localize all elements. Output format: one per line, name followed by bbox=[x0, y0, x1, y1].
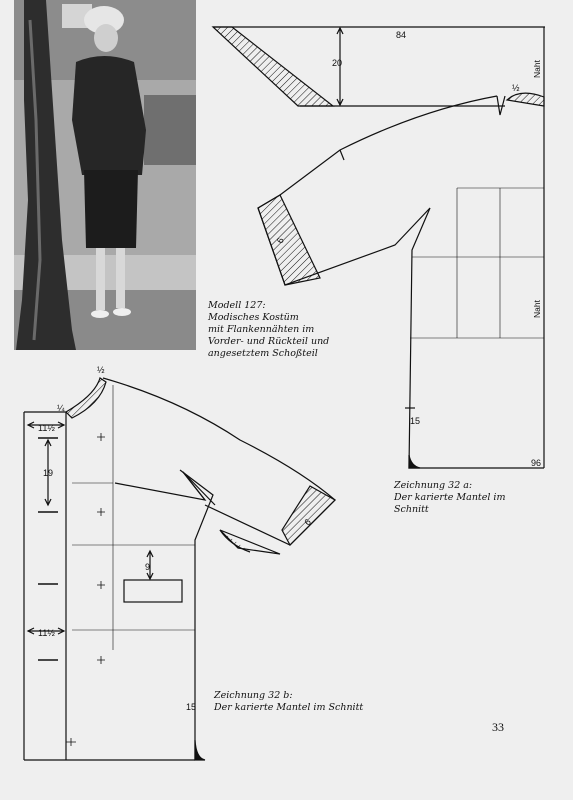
label-11half-2: 11½ bbox=[38, 628, 55, 638]
neck-hatch bbox=[66, 378, 106, 418]
label-quarter: ¼ bbox=[57, 403, 65, 413]
sleeve-cuff bbox=[258, 195, 320, 285]
page-number: 33 bbox=[492, 720, 504, 734]
caption-line: mit Flankennähten im bbox=[208, 324, 315, 335]
caption-line: Modell 127: bbox=[208, 300, 266, 311]
label-9: 9 bbox=[145, 562, 151, 572]
label-half-a: ½ bbox=[512, 83, 520, 93]
pattern-32a bbox=[213, 27, 545, 468]
label-15a: 15 bbox=[410, 416, 421, 426]
pocket bbox=[124, 580, 182, 602]
figure-32b-caption bbox=[214, 690, 363, 714]
hatched-collar bbox=[213, 27, 333, 106]
caption-line: angesetztem Schoßteil bbox=[208, 348, 318, 359]
label-11half-1: 11½ bbox=[38, 423, 55, 433]
label-cuff-6b: 6 bbox=[302, 516, 313, 528]
side-seam-b bbox=[180, 470, 213, 760]
caption-line: Modisches Kostüm bbox=[208, 312, 299, 323]
sleeve-cuff-b bbox=[282, 486, 335, 545]
label-15b: 15 bbox=[186, 702, 197, 712]
caption-line: Der karierte Mantel im Schnitt bbox=[214, 702, 364, 713]
label-naht-top: Naht bbox=[532, 60, 542, 78]
caption-line: Vorder- und Rückteil und bbox=[208, 336, 330, 347]
label-naht-side: Naht bbox=[532, 300, 542, 318]
caption-line: Schnitt bbox=[394, 504, 429, 515]
label-84: 84 bbox=[396, 30, 407, 40]
figure-32a-caption bbox=[394, 480, 505, 516]
caption-line: Zeichnung 32 b: bbox=[214, 690, 293, 701]
label-20: 20 bbox=[332, 58, 343, 68]
label-96: 96 bbox=[531, 458, 542, 468]
label-cuff-6a: 6 bbox=[274, 236, 286, 245]
label-half-b: ½ bbox=[97, 365, 105, 375]
label-19: 19 bbox=[43, 468, 54, 478]
caption-line: Zeichnung 32 a: bbox=[394, 480, 473, 491]
caption-line: Der karierte Mantel im bbox=[394, 492, 506, 503]
